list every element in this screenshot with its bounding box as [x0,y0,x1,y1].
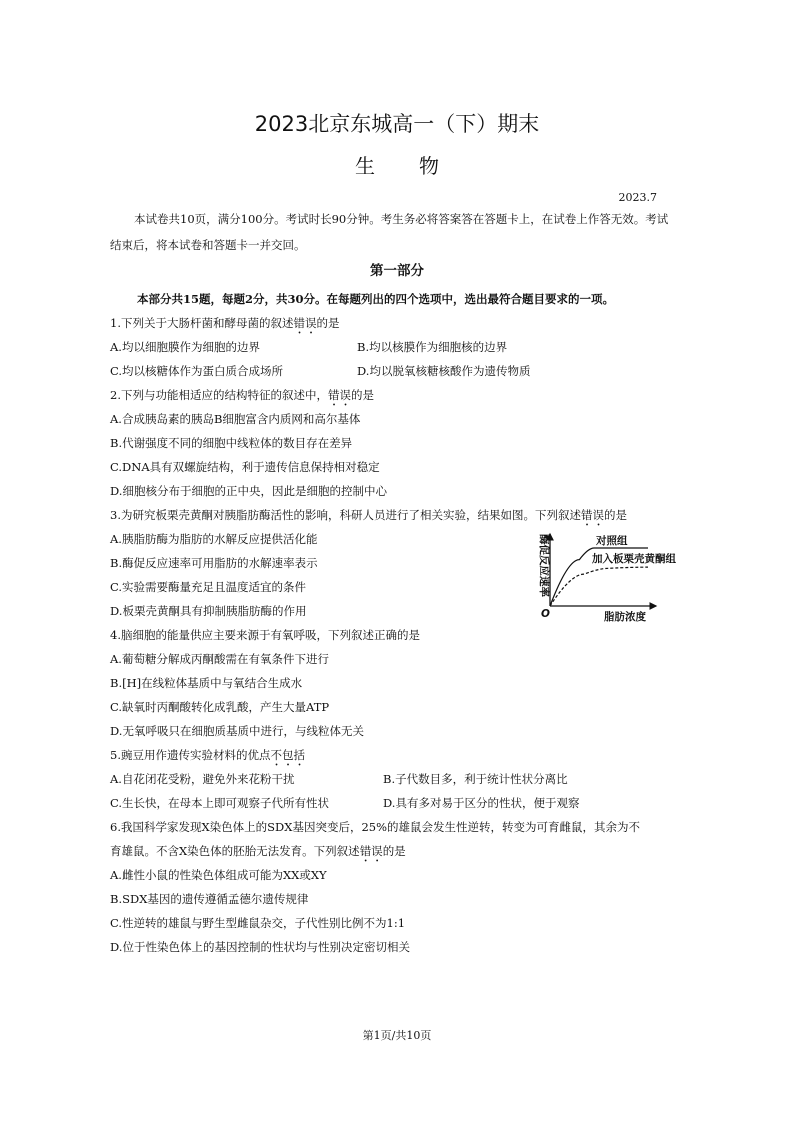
series-label-2: 加入板栗壳黄酮组 [592,553,676,565]
q1-option-b: B.均以核膜作为细胞核的边界 [357,340,508,354]
emphasis-text: 错误 [293,316,317,330]
section-title: 第一部分 [370,263,424,279]
section-instructions: 本部分共15题，每题2分，共30分。在每题列出的四个选项中，选出最符合题目要求的一项。 [137,292,615,306]
stem-text: 5.豌豆用作遗传实验材料的优点 [110,748,271,762]
q6-option-d: D.位于性染色体上的基因控制的性状均与性别决定密切相关 [110,940,410,954]
q6-option-a: A.雌性小鼠的性染色体组成可能为XX或XY [110,868,327,882]
enzyme-rate-chart [528,530,676,626]
y-axis-label: 酶促反应速率 [538,534,550,597]
q3-option-a: A.胰脂肪酶为脂肪的水解反应提供活化能 [110,532,318,546]
question-6-stem-cont [110,843,406,865]
q6-option-c: C.性逆转的雄鼠与野生型雌鼠杂交，子代性别比例不为1:1 [110,916,406,930]
question-3-stem [110,507,627,529]
stem-text: 育雄鼠。不含X染色体的胚胎无法发育。下列叙述 [110,844,360,858]
page-number: 第1页/共10页 [362,1029,432,1042]
stem-text: 的是 [316,316,340,330]
stem-text: 的是 [350,388,374,402]
q2-option-c: C.DNA具有双螺旋结构，利于遗传信息保持相对稳定 [110,460,380,474]
q5-option-b: B.子代数目多，利于统计性状分离比 [383,772,568,786]
stem-text: 1.下列关于大肠杆菌和酵母菌的叙述 [110,316,294,330]
q5-option-d: D.具有多对易于区分的性状，便于观察 [383,796,580,810]
origin-label: O [541,608,550,620]
q5-option-a: A.自花闭花受粉，避免外来花粉干扰 [110,772,295,786]
question-1-stem [110,315,339,337]
q4-option-a: A.葡萄糖分解成丙酮酸需在有氧条件下进行 [110,652,329,666]
q6-option-b: B.SDX基因的遗传遵循孟德尔遗传规律 [110,892,309,906]
stem-text: 的是 [603,508,627,522]
question-2-stem [110,387,374,409]
stem-text: 的是 [382,844,406,858]
exam-date: 2023.7 [618,191,657,204]
stem-text: 3.为研究板栗壳黄酮对胰脂肪酶活性的影响，科研人员进行了相关实验，结果如图。下列叙述 [110,508,581,522]
q2-option-b: B.代谢强度不同的细胞中线粒体的数目存在差异 [110,436,353,450]
question-6-stem: 6.我国科学家发现X染色体上的SDX基因突变后，25%的雄鼠会发生性逆转，转变为可育雌鼠，其余为不 [110,820,641,834]
q4-option-d: D.无氧呼吸只在细胞质基质中进行，与线粒体无关 [110,724,364,738]
question-4-stem: 4.脑细胞的能量供应主要来源于有氧呼吸，下列叙述正确的是 [110,628,420,642]
q1-option-a: A.均以细胞膜作为细胞的边界 [110,340,260,354]
q4-option-c: C.缺氧时丙酮酸转化成乳酸，产生大量ATP [110,700,330,714]
q3-option-d: D.板栗壳黄酮具有抑制胰脂肪酶的作用 [110,604,307,618]
series-label-1: 对照组 [596,535,628,547]
exam-title: 2023北京东城高一（下）期末 [254,112,540,136]
question-5-stem [110,747,305,769]
q2-option-d: D.细胞核分布于细胞的正中央，因此是细胞的控制中心 [110,484,387,498]
q3-option-c: C.实验需要酶量充足且温度适宜的条件 [110,580,307,594]
emphasis-text: 错误 [359,844,383,858]
q2-option-a: A.合成胰岛素的胰岛B细胞富含内质网和高尔基体 [110,412,361,426]
emphasis-text: 错误 [580,508,604,522]
emphasis-text: 不包括 [270,748,305,762]
stem-text: 2.下列与功能相适应的结构特征的叙述中， [110,388,328,402]
x-axis-label: 脂肪浓度 [604,611,646,623]
q4-option-b: B.[H]在线粒体基质中与氧结合生成水 [110,676,303,690]
q1-option-d: D.均以脱氧核糖核酸作为遗传物质 [357,364,531,378]
q1-option-c: C.均以核糖体作为蛋白质合成场所 [110,364,284,378]
subject-title: 生物 [355,154,483,178]
exam-instructions: 本试卷共10页，满分100分。考试时长90分钟。考生务必将答案答在答题卡上，在试卷上作答无效。考试结束后，将本试卷和答题卡一并交回。 [110,212,669,252]
q5-option-c: C.生长快，在母本上即可观察子代所有性状 [110,796,330,810]
emphasis-text: 错误 [327,388,351,402]
q3-option-b: B.酶促反应速率可用脂肪的水解速率表示 [110,556,318,570]
